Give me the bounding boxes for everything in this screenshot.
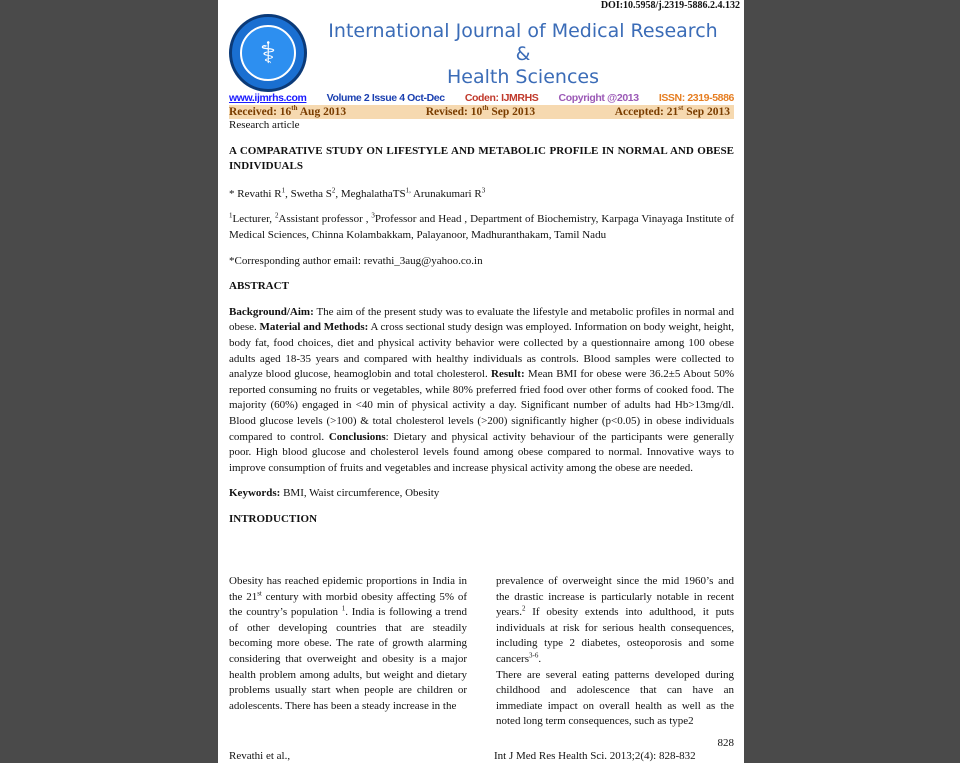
paper-page — [218, 0, 744, 763]
revised-date: Revised: 10th Sep 2013 — [425, 104, 536, 118]
article-front-matter — [229, 118, 734, 527]
article-type: Research article — [229, 119, 300, 131]
keywords: Keywords: BMI, Waist circumference, Obesity — [229, 487, 440, 500]
received-date: Received: 16th Aug 2013 — [229, 104, 347, 118]
volume-label: Volume 2 Issue 4 Oct-Dec — [326, 92, 445, 104]
footer-author: Revathi et al., — [229, 750, 291, 762]
dates-bar — [229, 105, 734, 119]
journal-logo — [229, 14, 307, 92]
abstract-heading: ABSTRACT — [229, 280, 289, 293]
journal-url-link[interactable]: www.ijmrhs.com — [229, 92, 307, 104]
journal-info-bar — [229, 92, 734, 104]
caduceus-icon: ⚕ — [240, 25, 296, 81]
introduction-columns — [229, 574, 734, 730]
journal-title-line2: & — [515, 43, 531, 65]
introduction-heading: INTRODUCTION — [229, 512, 318, 525]
footer-citation: Int J Med Res Health Sci. 2013;2(4): 828-832 — [494, 750, 696, 762]
abstract-text: Background/Aim: The aim of the present study was to evaluate the lifestyle and metabolic profiles in normal and obese. Material and Methods: A cross sectional study design was employed. Information on body weight, height, body fat, food choices, diet and physical activity behavior were collected by a questionnaire among 100 obese adults aged 18-35 years and compared with healthy individuals as controls. Blood samples were collected to analyze blood glucose, heamoglobin and total cholesterol. Result: Mean BMI for obese were 36.2±5 About 50% reported consuming no fruits or vegetables, while 80% preferred fried food over other forms of cooked food. The majority (60%) engaged in <40 min of physical activity a day. Significant number of adults had Hb>13mg/dl. Blood glucose levels (>100) & total cholesterol levels (>200) significantly higher (p<0.05) in obese individuals compared to control. Conclusions: Dietary and physical activity behaviour of the participants were generally poor. High blood glucose and cholesterol levels found among obese compared to normal. Innovative ways to improve consumption of fruits and vegetables and increase physical activity among the obese are needed. — [229, 305, 735, 474]
issn-label: ISSN: 2319-5886 — [658, 92, 734, 104]
intro-paragraph-right-1: prevalence of overweight since the mid 1960’s and the drastic increase is particularly notable in recent years.$^2$ If obesity extends into adulthood, it puts individuals at risk for serious health consequences, including type 2 diabetes, osteoporosis and some cancers$^{3-6}$. — [496, 575, 734, 665]
affiliation: $^1$Lecturer, $^2$Assistant professor , $^3$Professor and Head , Department of Biochemistry, Karpaga Vinayaga Institute of Medical Sciences, Chinna Kolambakkam, Palayanoor, Madhuranthakam, Tamil Nadu — [229, 211, 734, 241]
journal-title — [313, 20, 733, 89]
left-column — [229, 574, 467, 730]
journal-title-line3: Health Sciences — [447, 66, 599, 88]
intro-paragraph-right-2: There are several eating patterns developed during childhood and adolescence that can have an immediate impact on overall health as well as the noted long term consequences, such as type2 — [496, 668, 734, 728]
accepted-date: Accepted: 21st Sep 2013 — [614, 104, 730, 118]
journal-title-line1: International Journal of Medical Research — [328, 20, 718, 42]
coden-label: Coden: IJMRHS — [464, 92, 539, 104]
intro-paragraph-left: Obesity has reached epidemic proportions in India in the 21st century with morbid obesity affecting 5% of the country’s population $^1$. India is following a trend of other developing countries that are steadily becoming more obese. The rate of growth alarming considering that overweight and obesity is a major health problem among adults, but weight and dietary problems usually start when people are children or adolescents. There has been a steady increase in the — [229, 575, 467, 712]
author-list: * Revathi $R^1$, Swetha $S^2$, MeghalathaTS$^{1,}$ Arunakumari $R^3$ — [229, 186, 486, 200]
article-title: A COMPARATIVE STUDY ON LIFESTYLE AND METABOLIC PROFILE IN NORMAL AND OBESE INDIVIDUALS — [229, 144, 734, 173]
right-column — [496, 574, 734, 730]
doi-label: DOI:10.5958/j.2319-5886.2.4.132 — [600, 0, 740, 11]
copyright-label: Copyright @2013 — [558, 92, 639, 104]
page-number: 828 — [717, 737, 734, 749]
corresponding-author: *Corresponding author email: revathi_3aug@yahoo.co.in — [229, 254, 483, 267]
